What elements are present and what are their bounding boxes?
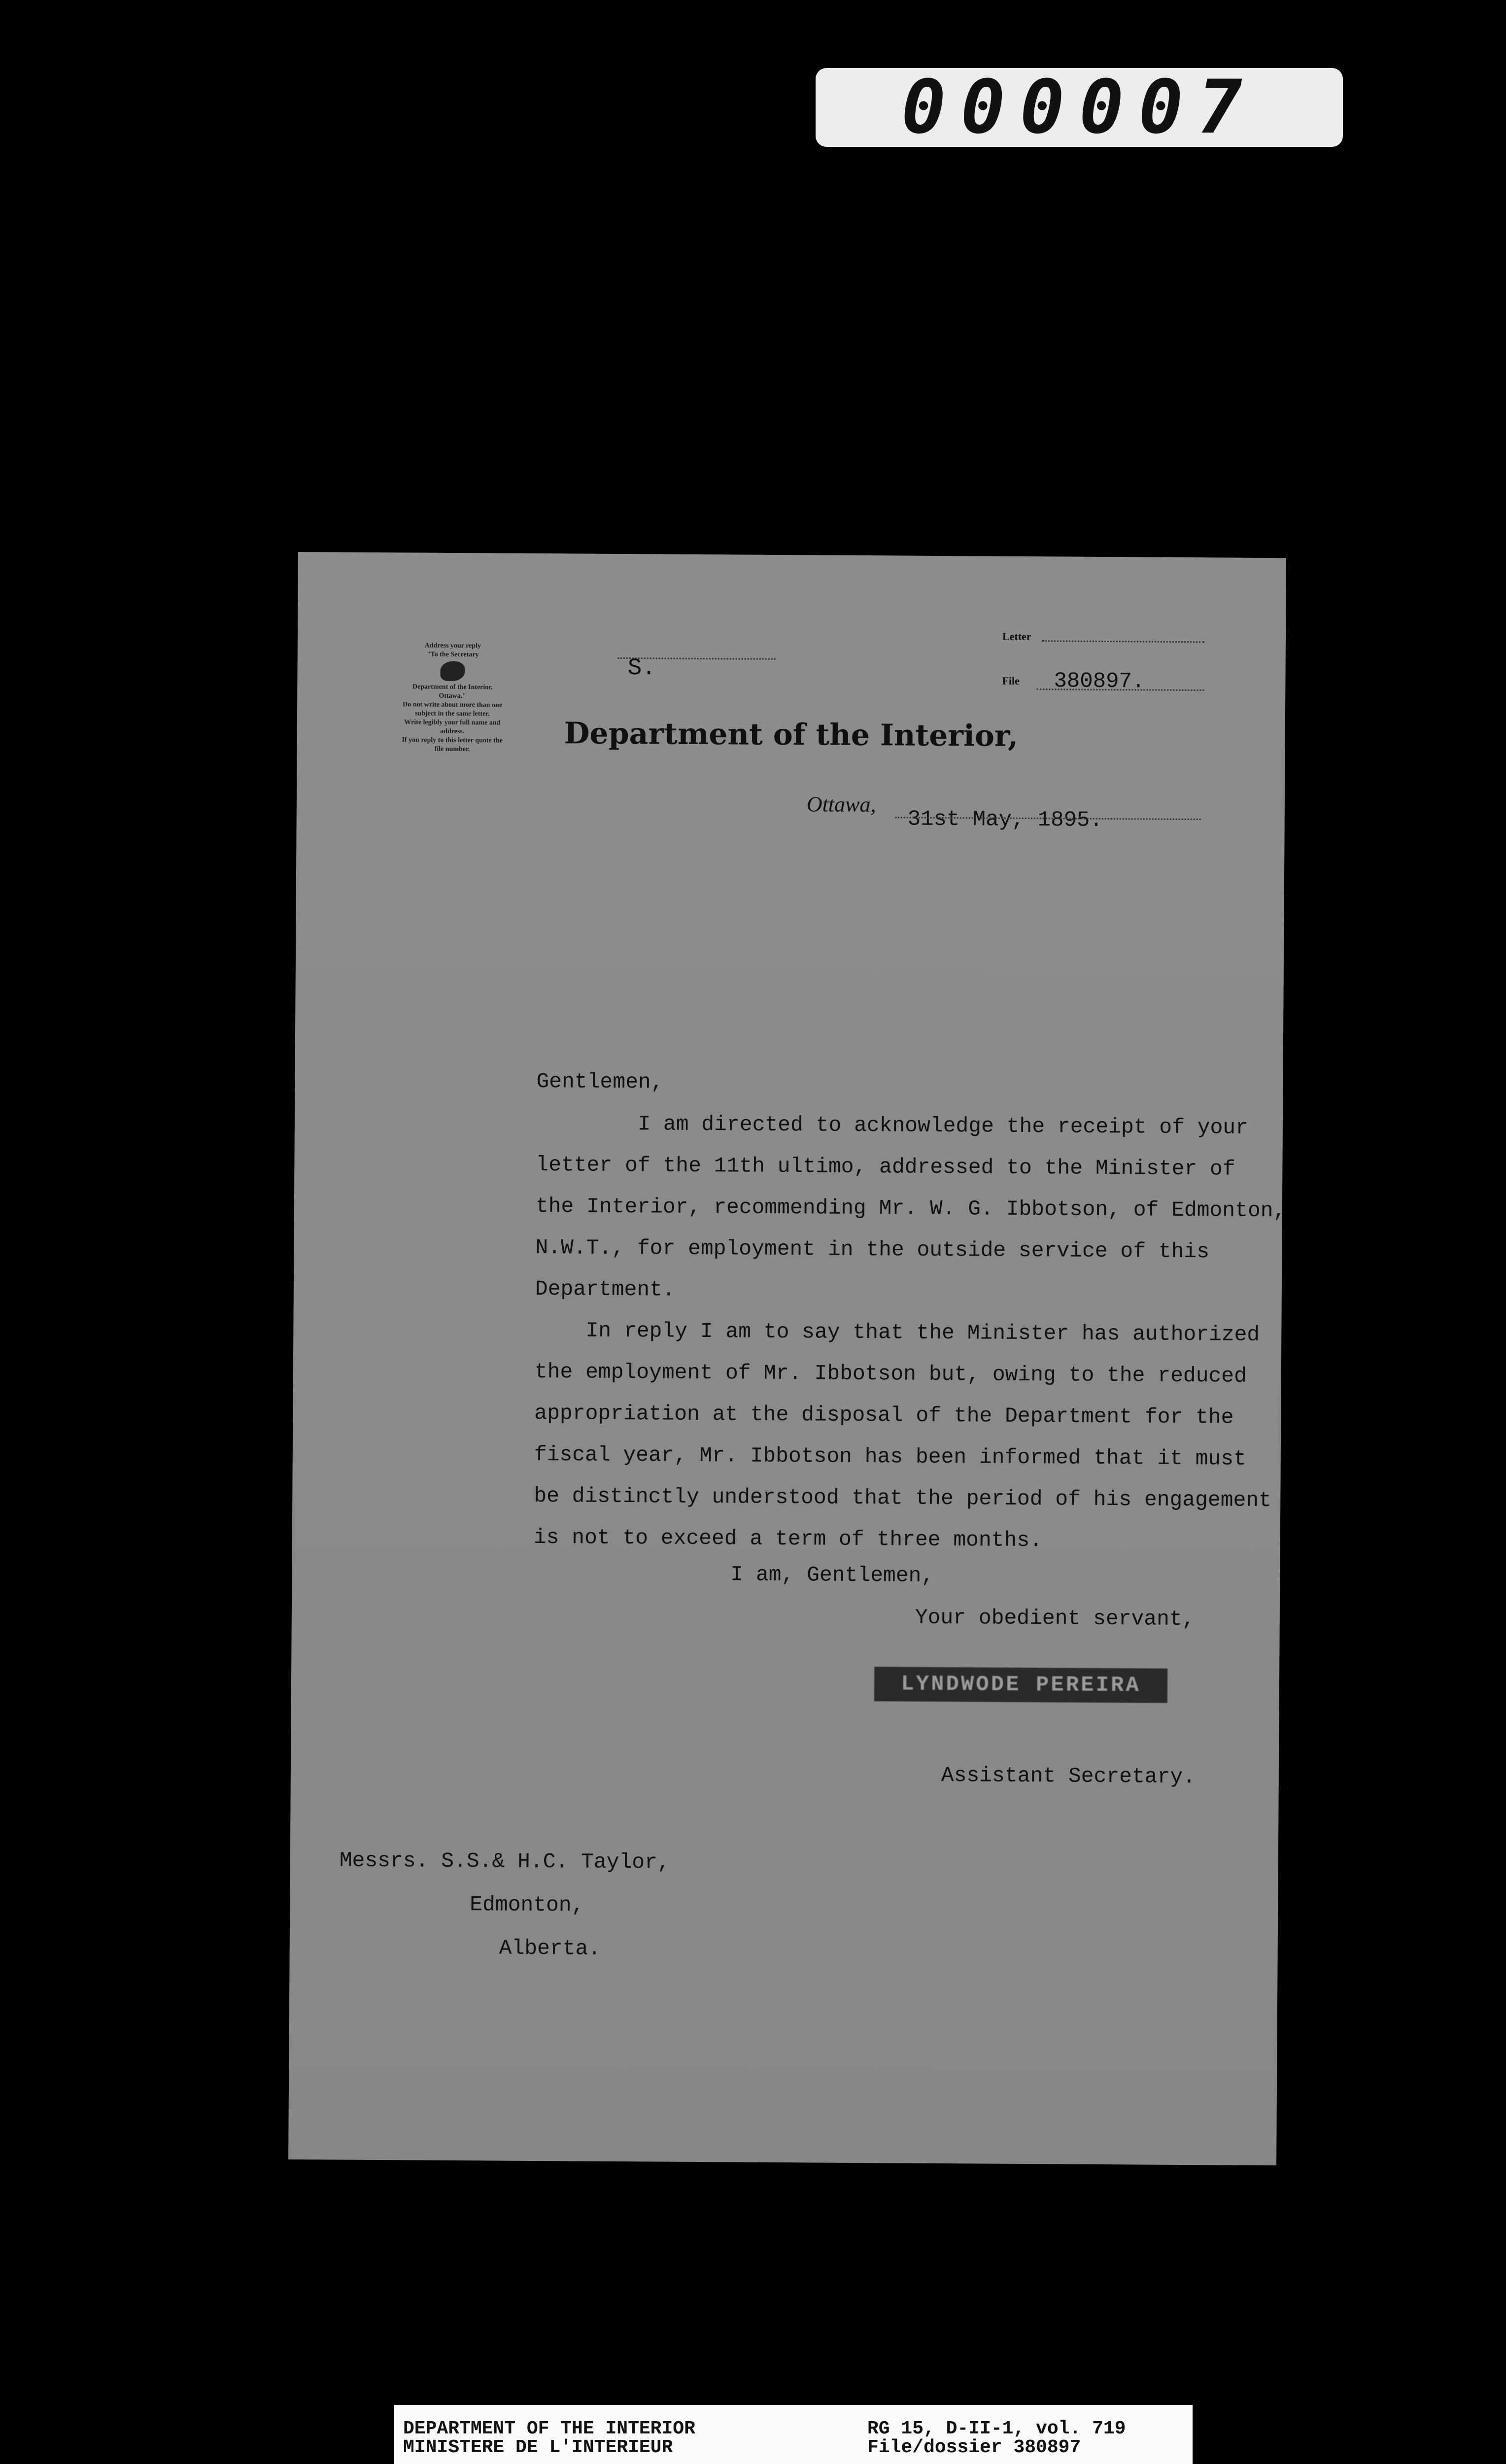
salutation: Gentlemen, (536, 1069, 664, 1095)
paragraph-1-line: letter of the 11th ultimo, addressed to the Minister of (536, 1152, 1235, 1181)
recipient-name: Messrs. S.S.& H.C. Taylor, (339, 1848, 670, 1875)
department-heading: Department of the Interior, (564, 716, 1019, 753)
file-dossier-reference: File/dossier 380897 (867, 2437, 1081, 2458)
file-number: 380897. (1054, 669, 1145, 694)
frame-number-label: 000007 (816, 68, 1343, 147)
recipient-province: Alberta. (499, 1936, 601, 1961)
paragraph-2-line: In reply I am to say that the Minister has authorized (535, 1318, 1260, 1347)
paragraph-1-line: I am directed to acknowledge the receipt of your (536, 1111, 1249, 1140)
instruction-line: file number. (434, 745, 470, 753)
paragraph-2-line: be distinctly understood that the period of his engagement (534, 1483, 1272, 1513)
instruction-line: Do not write about more than one (403, 701, 503, 709)
signature-stamp: LYNDWODE PEREIRA (874, 1667, 1167, 1703)
instruction-line: Address your reply (424, 642, 481, 650)
archive-reference-label (394, 2405, 1193, 2464)
paragraph-2-line: appropriation at the disposal of the Department for the (534, 1401, 1234, 1430)
paragraph-1-line: Department. (535, 1276, 675, 1302)
instruction-line: Ottawa." (439, 692, 467, 700)
closing-valediction: Your obedient servant, (915, 1605, 1195, 1632)
instruction-line: address. (440, 727, 465, 736)
s-mark: S. (627, 655, 656, 682)
instruction-line: If you reply to this letter quote the (402, 736, 503, 745)
instruction-line: Write legibly your full name and (404, 719, 501, 727)
paragraph-2-line: fiscal year, Mr. Ibbotson has been informed that it must (534, 1442, 1246, 1471)
paragraph-1-line: the Interior, recommending Mr. W. G. Ibbotson, of Edmonton, (535, 1194, 1286, 1223)
record-group-reference: RG 15, D-II-1, vol. 719 (867, 2418, 1126, 2439)
recipient-city: Edmonton, (470, 1892, 584, 1917)
letter-label: Letter (1002, 630, 1031, 643)
closing-greeting: I am, Gentlemen, (730, 1562, 934, 1588)
place-label: Ottawa, (806, 792, 876, 817)
paragraph-2-line: the employment of Mr. Ibbotson but, owing to the reduced (534, 1359, 1247, 1388)
file-label: File (1002, 674, 1020, 687)
signer-title: Assistant Secretary. (941, 1763, 1196, 1789)
ink-stamp-icon (440, 661, 465, 681)
paragraph-2-line: is not to exceed a term of three months. (533, 1525, 1043, 1553)
department-french: MINISTERE DE L'INTERIEUR (403, 2437, 673, 2458)
instruction-line: subject in the same letter. (415, 710, 490, 718)
instruction-line: "To the Secretary (426, 650, 479, 659)
instruction-line: Department of the Interior, (412, 683, 493, 691)
letter-dotted-line (1042, 640, 1204, 643)
letter-page (288, 552, 1286, 2165)
letter-date: 31st May, 1895. (907, 807, 1103, 833)
paragraph-1-line: N.W.T., for employment in the outside service of this (535, 1235, 1210, 1264)
department-english: DEPARTMENT OF THE INTERIOR (403, 2418, 695, 2439)
